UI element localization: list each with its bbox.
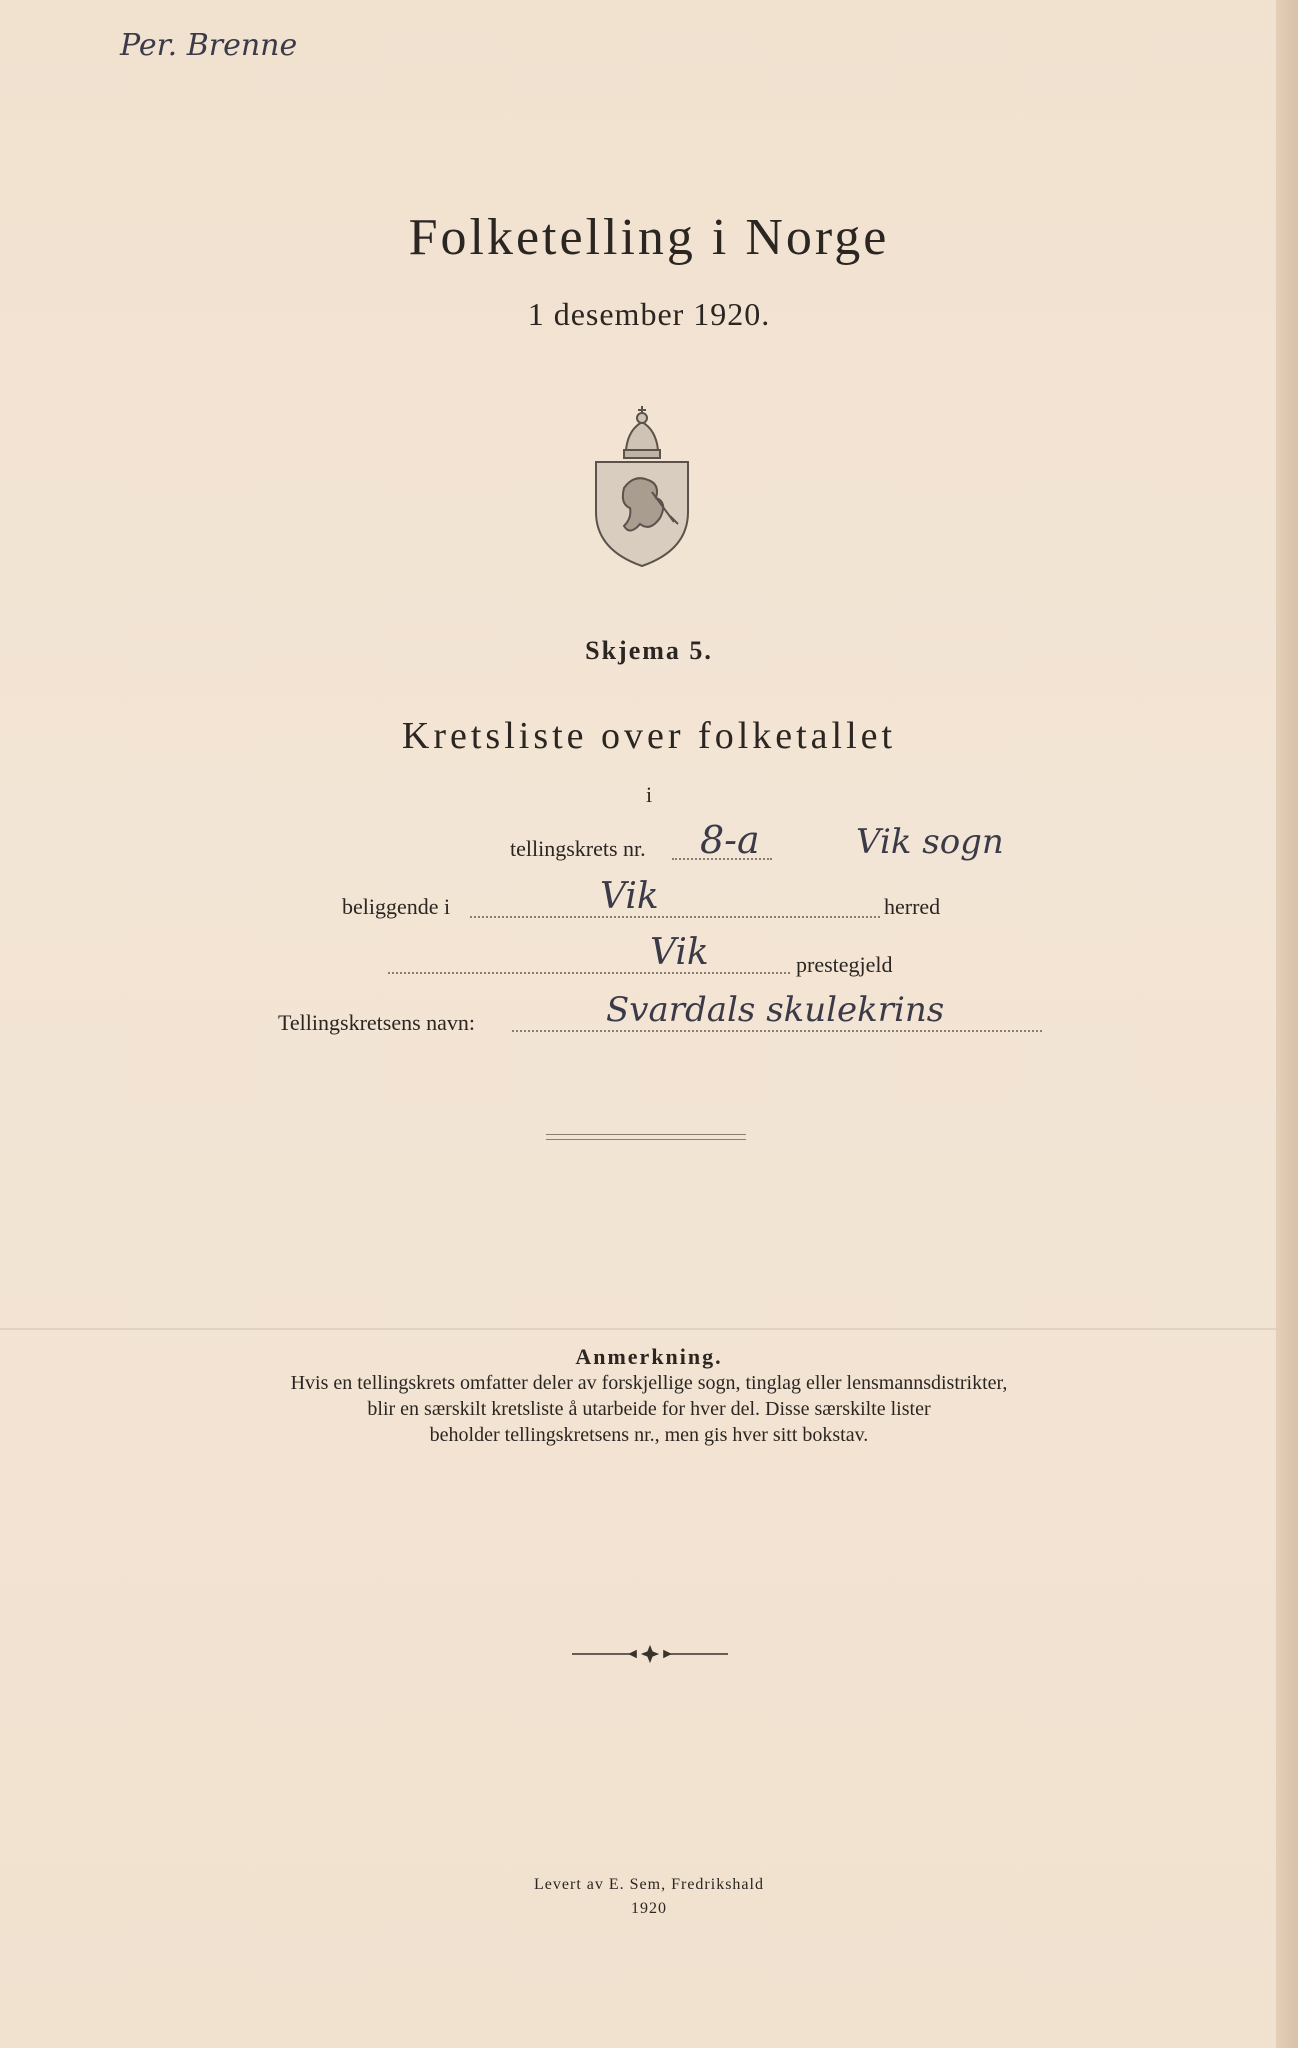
form-title: Folketelling i Norge [408, 209, 890, 266]
anmerkning-heading: Anmerkning. [575, 1344, 723, 1369]
form-date: 1 desember 1920. [527, 296, 771, 332]
corner-handwritten-note: Per. Brenne [120, 28, 298, 63]
herred-label: herred [884, 894, 941, 919]
schema-number: Skjema 5. [585, 636, 713, 665]
norwegian-coat-of-arms-icon [590, 392, 694, 568]
tellingskrets-number-value: 8-a [700, 818, 760, 862]
kretsnavn-field-line [512, 1030, 1042, 1032]
section-divider [546, 1134, 746, 1140]
kretsnavn-label: Tellingskretsens navn: [278, 1010, 476, 1035]
beliggende-label: beliggende i [342, 894, 451, 919]
printer-credit: Levert av E. Sem, Fredrikshald [534, 1876, 764, 1893]
anmerkning-line-1: Hvis en tellingskrets omfatter deler av forskjellige sogn, tinglag eller lensmannsdistrikter, [290, 1372, 1008, 1394]
prestegjeld-label: prestegjeld [796, 952, 893, 977]
anmerkning-line-3: beholder tellingskretsens nr., men gis hver sitt bokstav. [429, 1424, 869, 1446]
tellingskrets-label: tellingskrets nr. [510, 836, 646, 861]
form-heading: Kretsliste over folketallet [401, 715, 897, 757]
prestegjeld-value: Vik [650, 932, 709, 973]
kretsnavn-value: Svardals skulekrins [606, 990, 945, 1030]
anmerkning-line-2: blir en særskilt kretsliste å utarbeide for hver del. Disse særskilte lister [367, 1398, 931, 1420]
connector-word: i [645, 782, 653, 807]
herred-field-line [470, 916, 880, 918]
sogn-value: Vik sogn [856, 822, 1004, 862]
prestegjeld-field-line [388, 972, 790, 974]
paper-fold [0, 1328, 1276, 1330]
herred-value: Vik [600, 876, 659, 917]
printer-year: 1920 [631, 1900, 667, 1917]
ornament-divider-icon [570, 1644, 730, 1664]
